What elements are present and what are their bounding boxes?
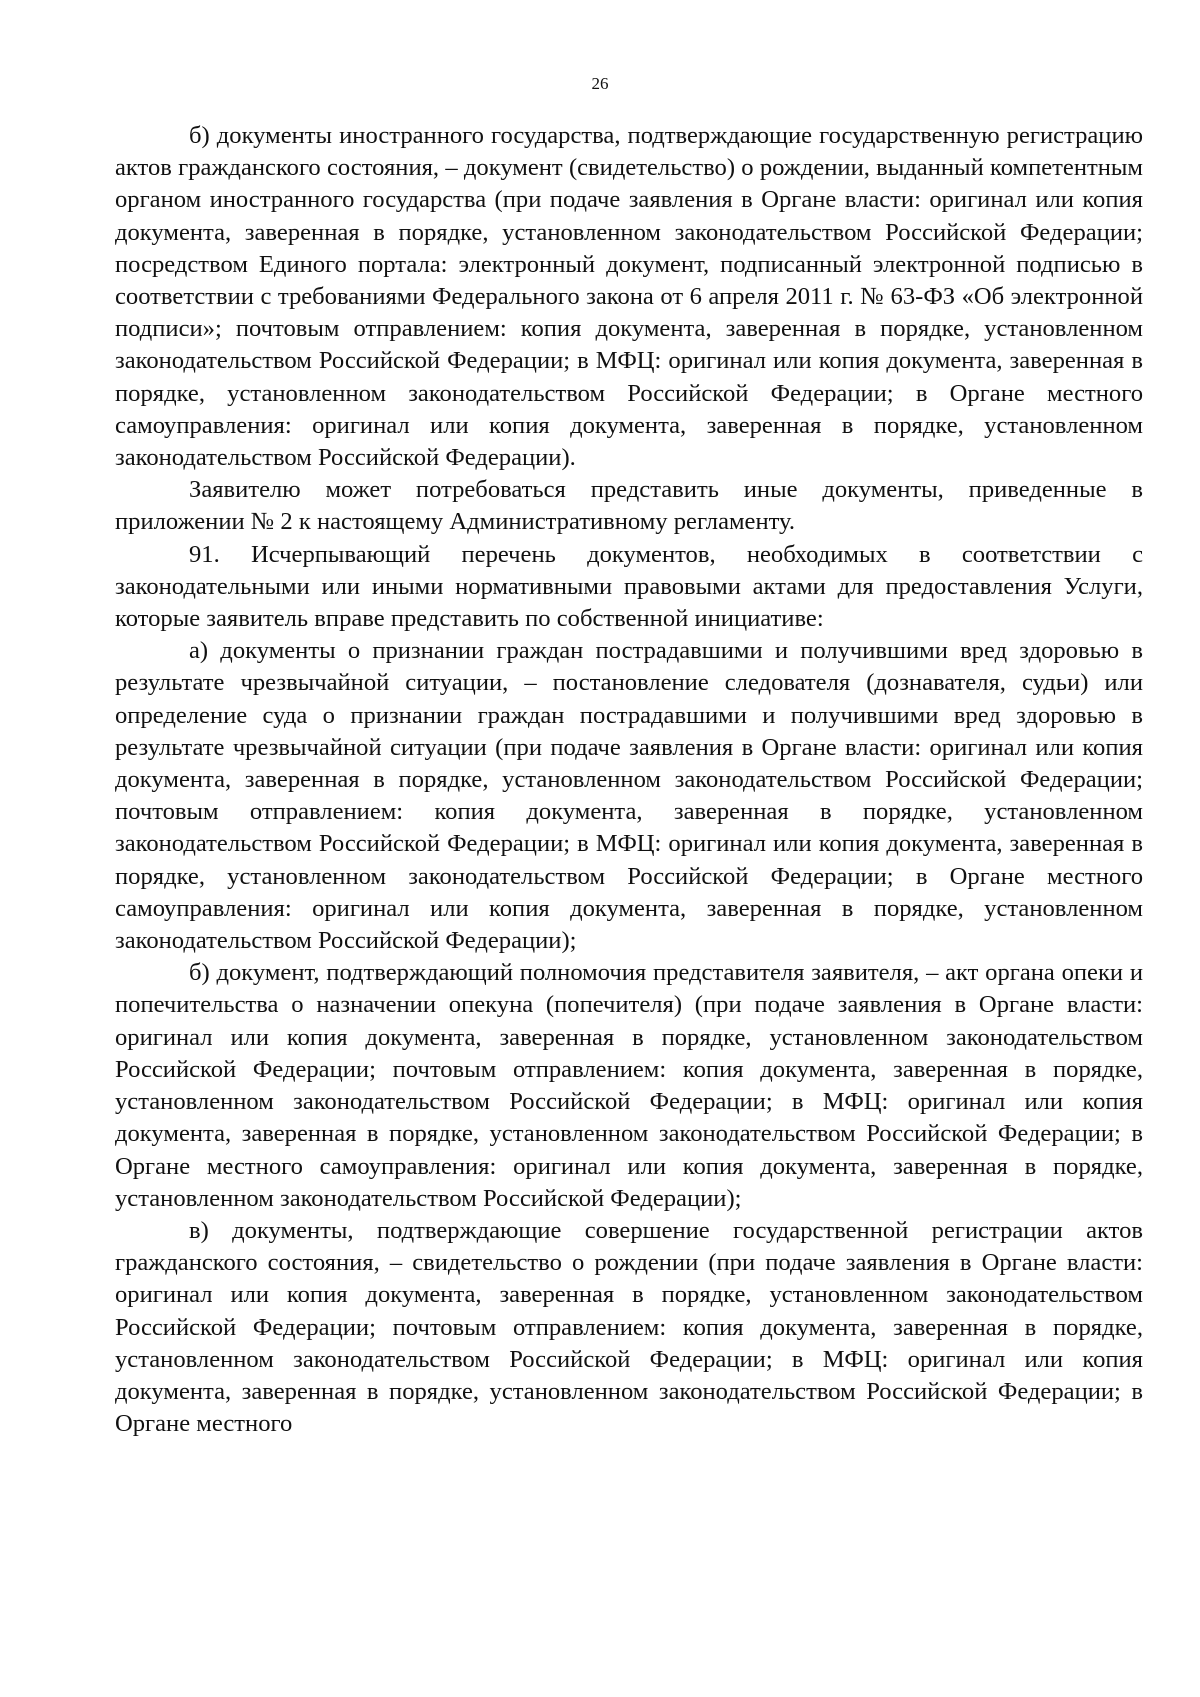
paragraph-foreign-documents: б) документы иностранного государства, подтверждающие государственную регистрацию актов гражданского состояния, – документ (свидетельство) о рождении, выданный компетентным органом иностранного государства (при подаче заявления в Органе власти: оригинал или копия документа, заверенная в порядке, установленном законодательством Российской Федерации; посредством Единого портала: электронный документ, подписанный электронной подписью в соответствии с требованиями Федерального закона от 6 апреля 2011 г. № 63-ФЗ «Об электронной подписи»; почтовым отправлением: копия документа, заверенная в порядке, установленном законодательством Российской Федерации; в МФЦ: оригинал или копия документа, заверенная в порядке, установленном законодательством Российской Федерации; в Органе местного самоуправления: оригинал или копия документа, заверенная в порядке, установленном законодательством Российской Федерации).: [115, 122, 1143, 472]
paragraph-subitem-b: б) документ, подтверждающий полномочия представителя заявителя, – акт органа опеки и попечительства о назначении опекуна (попечителя) (при подаче заявления в Органе власти: оригинал или копия документа, заверенная в порядке, установленном законодательством Российской Федерации; почтовым отправлением: копия документа, заверенная в порядке, установленном законодательством Российской Федерации; в МФЦ: оригинал или копия документа, заверенная в порядке, установленном законодательством Российской Федерации; в Органе местного самоуправления: оригинал или копия документа, заверенная в порядке, установленном законодательством Российской Федерации);: [115, 959, 1143, 1212]
paragraph-other-documents-note: Заявителю может потребоваться представить иные документы, приведенные в приложении № 2 к настоящему Административному регламенту.: [115, 476, 1143, 536]
document-body: [115, 120, 1143, 1440]
paragraph-subitem-a: а) документы о признании граждан пострадавшими и получившими вред здоровью в результате чрезвычайной ситуации, – постановление следователя (дознавателя, судьи) или определение суда о признании граждан пострадавшими и получившими вред здоровью в результате чрезвычайной ситуации (при подаче заявления в Органе власти: оригинал или копия документа, заверенная в порядке, установленном законодательством Российской Федерации; почтовым отправлением: копия документа, заверенная в порядке, установленном законодательством Российской Федерации; в МФЦ: оригинал или копия документа, заверенная в порядке, установленном законодательством Российской Федерации; в Органе местного самоуправления: оригинал или копия документа, заверенная в порядке, установленном законодательством Российской Федерации);: [115, 637, 1143, 955]
page-number: 26: [591, 74, 609, 93]
paragraph-item-91: 91. Исчерпывающий перечень документов, необходимых в соответствии с законодательными или иными нормативными правовыми актами для предоставления Услуги, которые заявитель вправе представить по собственной инициативе:: [115, 540, 1143, 633]
paragraph-subitem-v: в) документы, подтверждающие совершение государственной регистрации актов гражданского состояния, – свидетельство о рождении (при подаче заявления в Органе власти: оригинал или копия документа, заверенная в порядке, установленном законодательством Российской Федерации; почтовым отправлением: копия документа, заверенная в порядке, установленном законодательством Российской Федерации; в МФЦ: оригинал или копия документа, заверенная в порядке, установленном законодательством Российской Федерации; в Органе местного: [115, 1216, 1143, 1438]
